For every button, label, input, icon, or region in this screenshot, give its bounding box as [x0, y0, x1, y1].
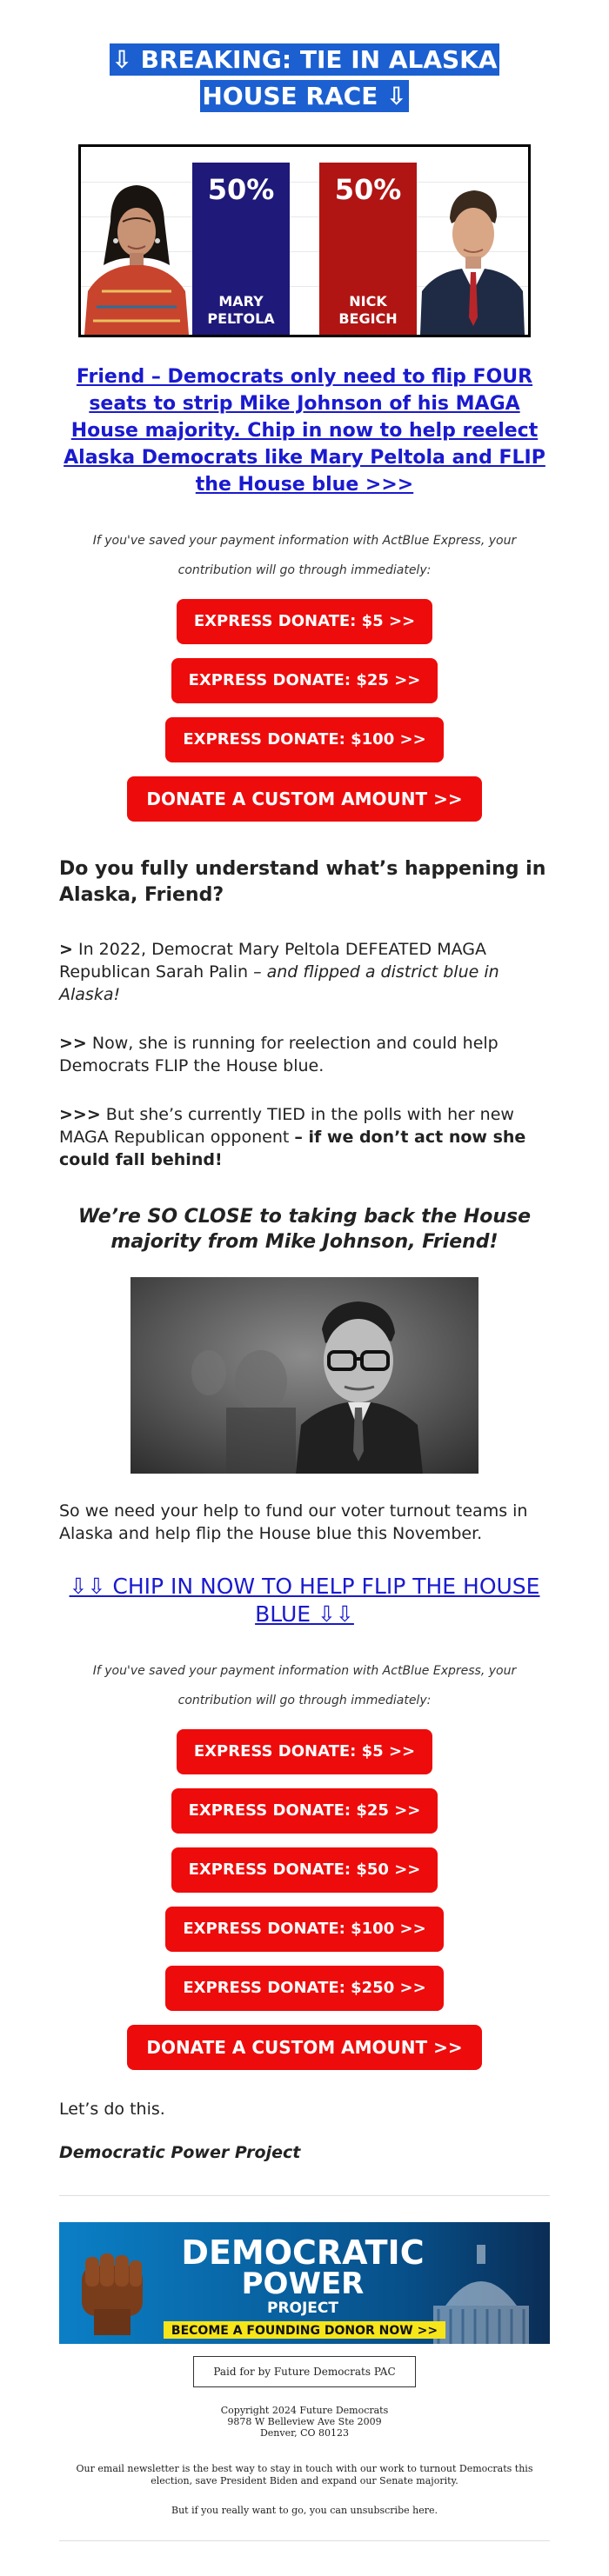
donate-buttons-bottom: [59, 1715, 550, 2070]
actblue-express-note-2: If you've saved your payment information with ActBlue Express, your contribution will go through immediately:: [92, 1664, 517, 1707]
breaking-headline: ⇩ BREAKING: TIE IN ALASKA HOUSE RACE ⇩: [111, 45, 498, 110]
callout-text: We’re SO CLOSE to taking back the House majority from Mike Johnson, Friend!: [77, 1206, 532, 1253]
begich-percent: 50%: [334, 173, 402, 206]
peltola-bar: [192, 163, 290, 335]
signoff: Let’s do this.: [59, 2100, 165, 2119]
unsubscribe-link[interactable]: But if you really want to go, you can unsubscribe here.: [171, 2505, 438, 2516]
peltola-percent: 50%: [207, 173, 275, 206]
paragraph-reelection: >> Now, she is running for reelection and could help Democrats FLIP the House blue.: [59, 1034, 499, 1075]
footer-address-line1: 9878 W Belleview Ave Ste 2009: [227, 2416, 382, 2427]
actblue-express-note: If you've saved your payment information with ActBlue Express, your contribution will go through immediately:: [92, 534, 517, 577]
donate-buttons-top: [59, 585, 550, 822]
organization-signature: Democratic Power Project: [59, 2143, 301, 2162]
begich-bar: [319, 163, 417, 335]
express-donate-25-button[interactable]: EXPRESS DONATE: $25 >>: [171, 658, 438, 703]
paragraph-2022: > In 2022, Democrat Mary Peltola DEFEATED MAGA Republican Sarah Palin – and flipped a district blue in Alaska!: [59, 940, 499, 1004]
express-donate-25-button[interactable]: EXPRESS DONATE: $25 >>: [171, 1788, 438, 1834]
begich-name: NICK BEGICH: [338, 293, 398, 327]
express-donate-100-button[interactable]: EXPRESS DONATE: $100 >>: [165, 717, 443, 762]
lead-donate-link[interactable]: Friend – Democrats only need to flip FOUR seats to strip Mike Johnson of his MAGA House majority. Chip in now to help reelect Alaska Democrats like Mary Peltola and FLIP the House blue >>>: [64, 366, 545, 496]
nick-begich-photo: [420, 161, 525, 335]
poll-tie-graphic[interactable]: [78, 144, 531, 337]
footer-newsletter-text: Our email newsletter is the best way to stay in touch with our work to turnout Democrats this election, save President Biden and expand our Senate majority.: [76, 2463, 533, 2486]
paragraph-voter-turnout: So we need your help to fund our voter turnout teams in Alaska and help flip the House blue this November.: [59, 1501, 528, 1543]
footer: [59, 2405, 550, 2516]
headline-block: [59, 0, 550, 116]
mary-peltola-photo: [84, 161, 189, 335]
divider: [59, 2195, 550, 2196]
founding-donor-banner[interactable]: [59, 2222, 550, 2344]
paragraph-tied: >>> But she’s currently TIED in the polls with her new MAGA Republican opponent – if we don’t act now she could fall behind!: [59, 1105, 526, 1169]
express-donate-5-button[interactable]: EXPRESS DONATE: $5 >>: [177, 1729, 432, 1774]
mike-johnson-photo: [130, 1277, 478, 1474]
express-donate-250-button[interactable]: EXPRESS DONATE: $250 >>: [165, 1966, 443, 2011]
svg-text:BECOME A FOUNDING DONOR NOW >>: BECOME A FOUNDING DONOR NOW >>: [171, 2324, 438, 2338]
express-donate-5-button[interactable]: EXPRESS DONATE: $5 >>: [177, 599, 432, 644]
chip-in-link[interactable]: ⇩⇩ CHIP IN NOW TO HELP FLIP THE HOUSE BLUE ⇩⇩: [69, 1574, 540, 1627]
donate-custom-amount-button[interactable]: DONATE A CUSTOM AMOUNT >>: [127, 776, 481, 822]
footer-address-line2: Denver, CO 80123: [259, 2427, 350, 2439]
express-donate-50-button[interactable]: EXPRESS DONATE: $50 >>: [171, 1847, 438, 1893]
section-title: Do you fully understand what’s happening in Alaska, Friend?: [59, 858, 546, 906]
peltola-name: MARY PELTOLA: [207, 293, 275, 327]
footer-copyright: Copyright 2024 Future Democrats: [220, 2405, 389, 2416]
svg-text:DEMOCRATIC: DEMOCRATIC: [181, 2233, 425, 2272]
svg-text:POWER: POWER: [241, 2266, 365, 2301]
express-donate-100-button[interactable]: EXPRESS DONATE: $100 >>: [165, 1907, 443, 1952]
paid-for-disclaimer: Paid for by Future Democrats PAC: [193, 2356, 415, 2387]
svg-text:PROJECT: PROJECT: [266, 2300, 339, 2317]
donate-custom-amount-button[interactable]: DONATE A CUSTOM AMOUNT >>: [127, 2025, 481, 2070]
